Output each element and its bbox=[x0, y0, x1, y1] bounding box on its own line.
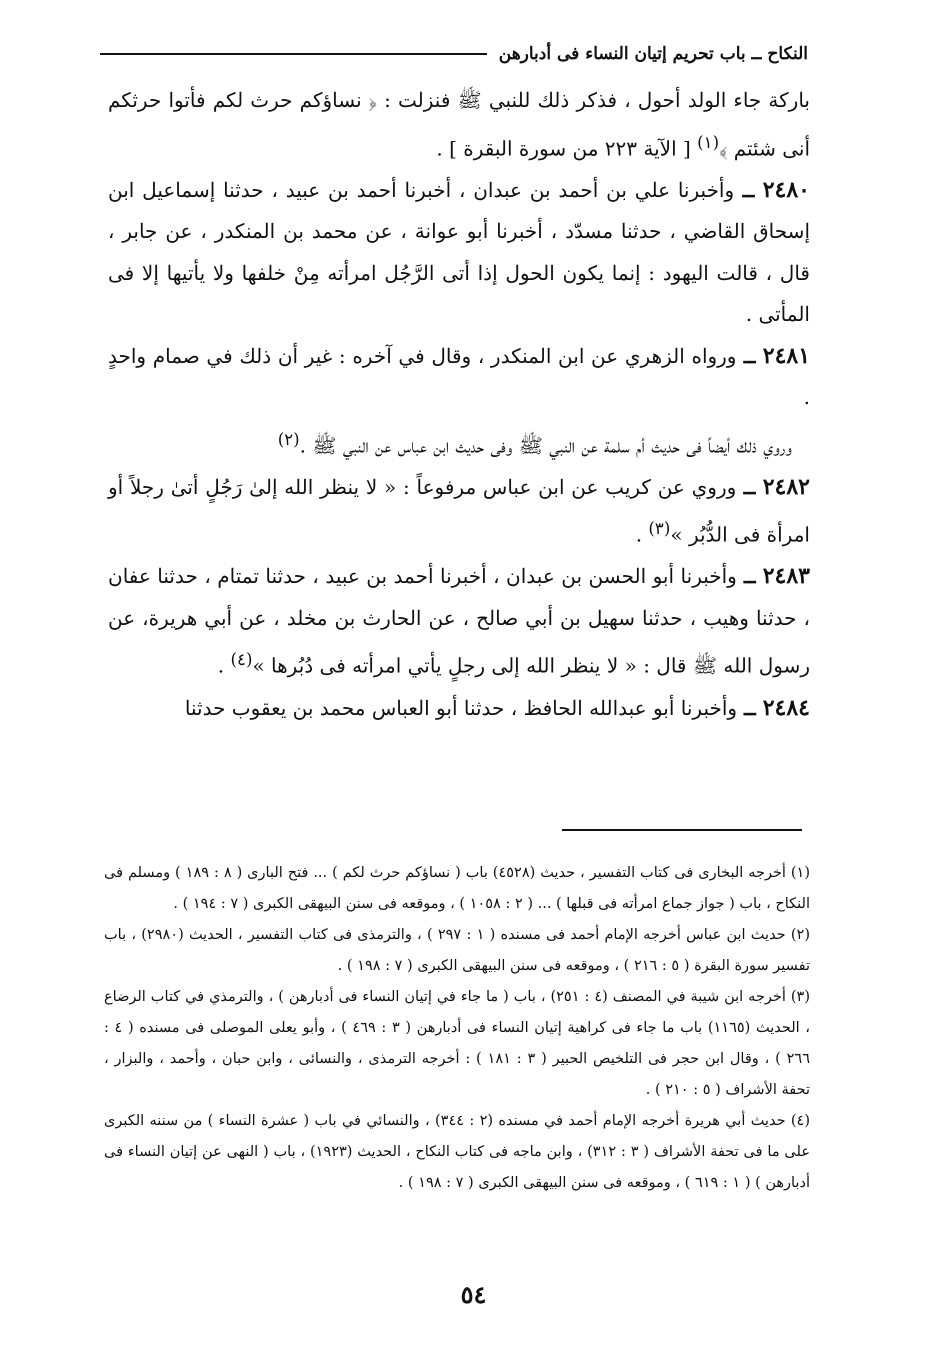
main-text bbox=[108, 80, 810, 729]
hadith-2483 bbox=[108, 556, 810, 687]
hadith-2481 bbox=[108, 336, 810, 419]
hadith-number-2480: ٢٤٨٠ bbox=[762, 176, 810, 203]
hadith-number-2481: ٢٤٨١ bbox=[762, 342, 811, 369]
intro-tail: [ الآية ٢٢٣ من سورة البقرة ] . bbox=[436, 136, 698, 161]
footnote-3: (٣) أخرجه ابن شيبة في المصنف (٤ : ٢٥١) ، باب ( ما جاء في إتيان النساء فى أدبارهن ) ، والترمذي في كتاب الرضاع ، الحديث (١١٦٥) باب ما جاء فى كراهية إتيان النساء فى أدبارهن ( ٣ : ٤٦٩ ) ، وأبو يعلى الموصلى فى مسنده ( ٤ : ٢٦٦ ) ، وقال ابن حجر فى التلخيص الحبير ( ٣ : ١٨١ ) : أخرجه الترمذى ، والنسائى ، وابن حبان ، وأحمد ، والبزار ، تحفة الأشراف ( ٥ : ٢١٠ ) . bbox=[104, 989, 810, 1098]
footnotes bbox=[104, 858, 810, 1199]
footnote-ref-2: (٢) bbox=[277, 429, 300, 449]
number-dash: ــ bbox=[734, 177, 763, 202]
intro-paragraph bbox=[108, 80, 810, 170]
hadith-text-2483: وأخبرنا أبو الحسن بن عبدان ، أخبرنا أحمد بن عبيد ، حدثنا تمتام ، حدثنا عفان ، حدثنا وهيب ، حدثنا سهيل بن أبي صالح ، عن الحارث بن مخلد ، عن أبي هريرة، عن رسول الله ﷺ قال : « لا ينظر الله إلى رجلٍ يأتي امرأته فى دُبُرها » bbox=[108, 564, 810, 679]
hadith-text-2481b: وروي ذلك أيضاً فى حديث أم سلمة عن النبي ﷺ وفى حديث ابن عباس عن النبي ﷺ . bbox=[299, 433, 792, 458]
hadith-number-2482: ٢٤٨٢ bbox=[762, 473, 810, 500]
hadith-2482 bbox=[108, 467, 810, 557]
footnote-ref-3: (٣) bbox=[648, 519, 671, 539]
hadith-text-2481: ورواه الزهري عن ابن المنكدر ، وقال في آخره : غير أن ذلك في صمام واحدٍ . bbox=[108, 343, 810, 410]
footnote-ref-4: (٤) bbox=[230, 650, 253, 670]
number-dash: ــ bbox=[736, 343, 763, 368]
footnote-ref-1: (١) bbox=[697, 132, 720, 152]
hadith-number-2483: ٢٤٨٣ bbox=[762, 563, 810, 590]
hadith-text-2484: وأخبرنا أبو عبدالله الحافظ ، حدثنا أبو العباس محمد بن يعقوب حدثنا bbox=[184, 695, 738, 720]
hadith-2481-note bbox=[108, 419, 810, 467]
footnote-1: (١) أخرجه البخارى فى كتاب التفسير ، حديث (٤٥٢٨) باب ( نساؤكم حرث لكم ) ... فتح البارى ( ٨ : ١٨٩ ) ومسلم فى النكاح ، باب ( جواز جماع امرأته فى قبلها ) ... ( ٢ : ١٠٥٨ ) ، وموقعه فى سنن البيهقى الكبرى ( ٧ : ١٩٤ ) . bbox=[104, 865, 811, 912]
intro-text: باركة جاء الولد أحول ، فذكر ذلك للنبي ﷺ فنزلت : ﴿ نساؤكم حرث لكم فأتوا حرثكم أنى شئتم ﴾ bbox=[108, 88, 810, 161]
hadith-tail-2482: . bbox=[635, 522, 649, 547]
running-title: النكاح ــ باب تحريم إتيان النساء فى أدبارهن bbox=[498, 44, 808, 64]
footnote-4: (٤) حديث أبي هريرة أخرجه الإمام أحمد في مسنده (٢ : ٣٤٤) ، والنسائي في باب ( عشرة النساء ) من سننه الكبرى على ما فى تحفة الأشراف ( ٣ : ٣١٢) ، وابن ماجه فى كتاب النكاح ، الحديث (١٩٢٣) ، باب ( النهى عن إتيان النساء فى أدبارهن ) ( ١ : ٦١٩ ) ، وموقعه فى سنن البيهقى الكبرى ( ٧ : ١٩٨ ) . bbox=[104, 1113, 811, 1191]
number-dash: ــ bbox=[736, 474, 763, 499]
header-rule bbox=[100, 53, 487, 55]
number-dash: ــ bbox=[736, 564, 763, 589]
footnote-separator bbox=[562, 829, 802, 831]
page-number: ٥٤ bbox=[460, 1280, 487, 1309]
hadith-tail-2483: . bbox=[217, 654, 231, 679]
running-header bbox=[100, 44, 808, 64]
hadith-2480 bbox=[108, 170, 810, 336]
number-dash: ــ bbox=[737, 695, 763, 720]
footnote-2: (٢) حديث ابن عباس أخرجه الإمام أحمد فى مسنده ( ١ : ٢٩٧ ) ، والترمذى فى كتاب التفسير ، الحديث (٢٩٨٠) ، باب تفسير سورة البقرة ( ٥ : ٢١٦ ) ، وموقعه فى سنن البيهقى الكبرى ( ٧ : ١٩٨ ) . bbox=[104, 927, 810, 974]
hadith-2484 bbox=[108, 688, 810, 730]
hadith-text-2482: وروي عن كريب عن ابن عباس مرفوعاً : « لا ينظر الله إلىٰ رَجُلٍ أتىٰ رجلاً أو امرأة فى الدُّبُر » bbox=[108, 474, 810, 547]
hadith-text-2480: وأخبرنا علي بن أحمد بن عبدان ، أخبرنا أحمد بن عبيد ، حدثنا إسماعيل ابن إسحاق القاضي ، حدثنا مسدّد ، أخبرنا أبو عوانة ، عن محمد بن المنكدر ، عن جابر ، قال ، قالت اليهود : إنما يكون الحول إذا أتى الرَّجُل امرأته مِنْ خلفها ولا يأتيها إلا فى المأتى . bbox=[108, 177, 810, 327]
hadith-number-2484: ٢٤٨٤ bbox=[762, 694, 810, 721]
